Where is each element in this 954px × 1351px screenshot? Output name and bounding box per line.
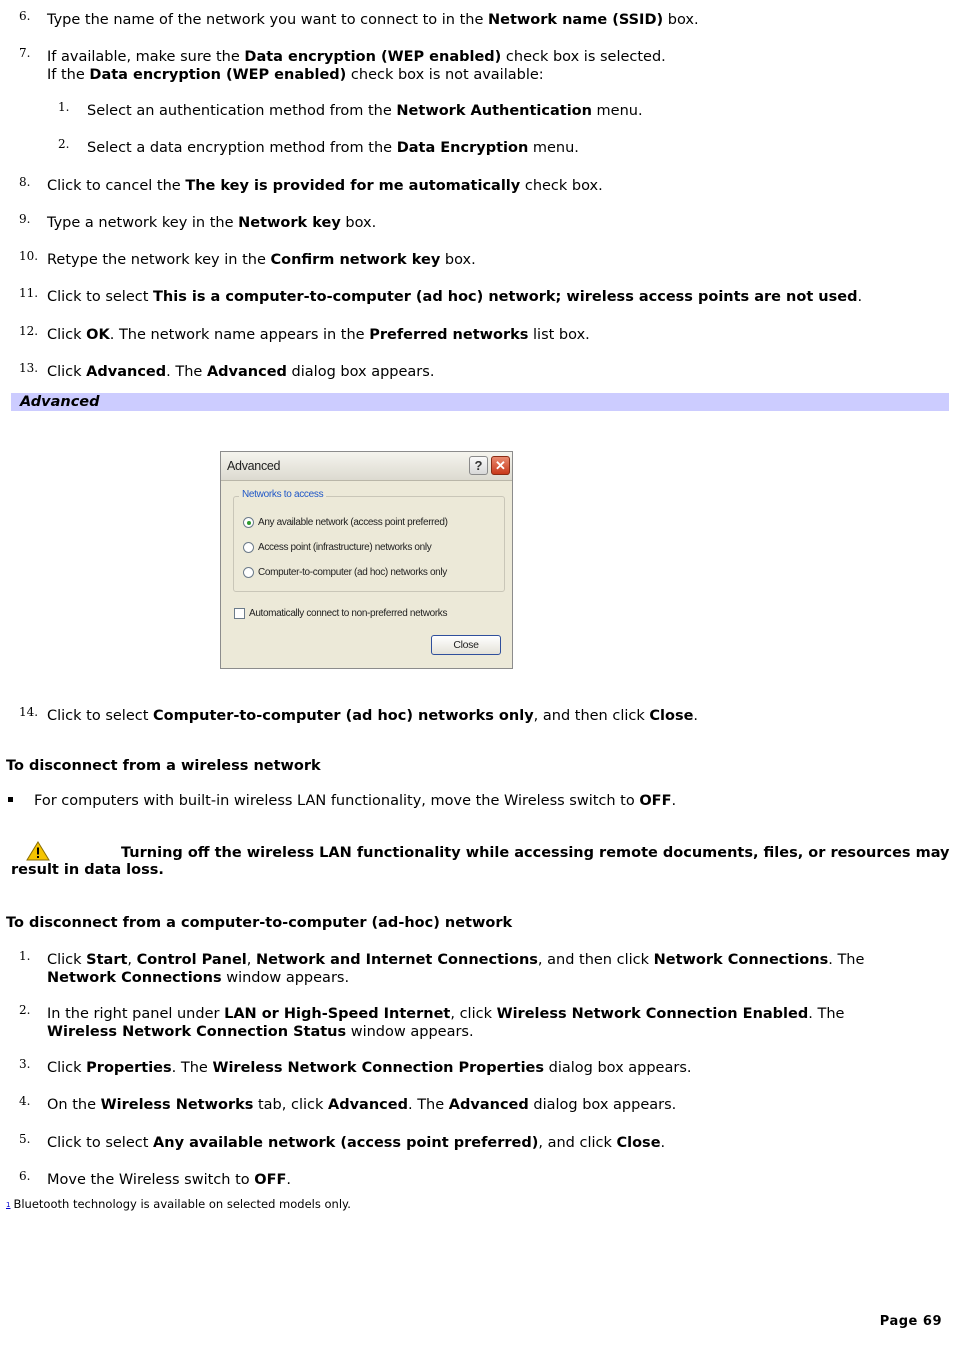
step-text-line: If available, make sure the Data encryption (WEP enabled) check box is selected.: [47, 49, 666, 65]
radio-label: Access point (infrastructure) networks only: [258, 542, 432, 553]
step-number: 5.: [19, 1132, 31, 1146]
step-text-line: Click Start, Control Panel, Network and Internet Connections, and then click Network Connections. The: [47, 952, 865, 968]
step-text: Click to select Any available network (access point preferred), and click Close.: [47, 1135, 666, 1151]
step-number: 1.: [19, 949, 31, 963]
step-text: Click to cancel the The key is provided for me automatically check box.: [47, 178, 603, 194]
step-number: 9.: [19, 212, 31, 226]
step-text-line: Wireless Network Connection Status window appears.: [47, 1024, 474, 1040]
page-number: Page 69: [879, 1314, 942, 1329]
step-text: Select an authentication method from the Network Authentication menu.: [87, 103, 643, 119]
close-button[interactable]: Close: [431, 635, 501, 655]
advanced-dialog: [220, 451, 513, 669]
step-number: 4.: [19, 1094, 31, 1108]
footnote: [6, 1197, 351, 1212]
section-heading: To disconnect from a computer-to-computer (ad-hoc) network: [6, 915, 513, 931]
step-number: 7.: [19, 46, 31, 60]
step-number: 2.: [58, 137, 70, 151]
warning-line: Turning off the wireless LAN functionality while accessing remote documents, files, or resources may: [121, 845, 950, 861]
radio-label: Computer-to-computer (ad hoc) networks only: [258, 567, 447, 578]
step-number: 8.: [19, 175, 31, 189]
radio-button-selected[interactable]: [243, 517, 254, 528]
warning-line: result in data loss.: [11, 862, 164, 878]
step-text-line: If the Data encryption (WEP enabled) check box is not available:: [47, 67, 544, 83]
step-text: Click Advanced. The Advanced dialog box appears.: [47, 364, 435, 380]
checkbox-label: Automatically connect to non-preferred networks: [249, 608, 448, 619]
group-label: Networks to access: [239, 489, 326, 500]
radio-button[interactable]: [243, 567, 254, 578]
bullet-marker: [8, 797, 13, 802]
radio-label: Any available network (access point preferred): [258, 517, 448, 528]
step-text-line: Network Connections window appears.: [47, 970, 350, 986]
dialog-title: Advanced: [227, 459, 281, 473]
step-number: 1.: [58, 100, 70, 114]
step-number: 13.: [19, 361, 39, 375]
step-number: 11.: [19, 286, 39, 300]
section-heading: To disconnect from a wireless network: [6, 758, 321, 774]
figure-caption: Advanced: [20, 394, 100, 410]
step-number: 6.: [19, 9, 31, 23]
figure-caption-bar: [11, 393, 949, 411]
step-text: Select a data encryption method from the Data Encryption menu.: [87, 140, 579, 156]
dialog-title-bar: [221, 452, 512, 481]
step-text: Click Properties. The Wireless Network Connection Properties dialog box appears.: [47, 1060, 692, 1076]
step-text: Click OK. The network name appears in the Preferred networks list box.: [47, 327, 590, 343]
step-text-line: In the right panel under LAN or High-Speed Internet, click Wireless Network Connection Enabled. The: [47, 1006, 845, 1022]
radio-button[interactable]: [243, 542, 254, 553]
step-text: Retype the network key in the Confirm network key box.: [47, 252, 476, 268]
help-icon[interactable]: ?: [469, 456, 488, 475]
step-text: Click to select Computer-to-computer (ad hoc) networks only, and then click Close.: [47, 708, 699, 724]
step-number: 2.: [19, 1003, 31, 1017]
step-number: 3.: [19, 1057, 31, 1071]
step-text: Move the Wireless switch to OFF.: [47, 1172, 291, 1188]
step-text: Type the name of the network you want to connect to in the Network name (SSID) box.: [47, 12, 699, 28]
step-number: 10.: [19, 249, 39, 263]
close-icon[interactable]: ✕: [491, 456, 510, 475]
step-text: [47, 48, 942, 84]
footnote-marker-link[interactable]: 1: [6, 1201, 11, 1209]
step-text: On the Wireless Networks tab, click Advanced. The Advanced dialog box appears.: [47, 1097, 677, 1113]
step-text: [47, 1005, 942, 1041]
step-number: 6.: [19, 1169, 31, 1183]
checkbox[interactable]: [234, 608, 245, 619]
warning-text: [11, 845, 950, 879]
step-number: 14.: [19, 705, 39, 719]
step-text: Click to select This is a computer-to-computer (ad hoc) network; wireless access points are not used.: [47, 289, 863, 305]
bullet-text: For computers with built-in wireless LAN functionality, move the Wireless switch to OFF.: [34, 793, 677, 809]
step-text: [47, 951, 942, 987]
footnote-text: Bluetooth technology is available on selected models only.: [13, 1197, 351, 1211]
step-text: Type a network key in the Network key box.: [47, 215, 377, 231]
step-number: 12.: [19, 324, 39, 338]
